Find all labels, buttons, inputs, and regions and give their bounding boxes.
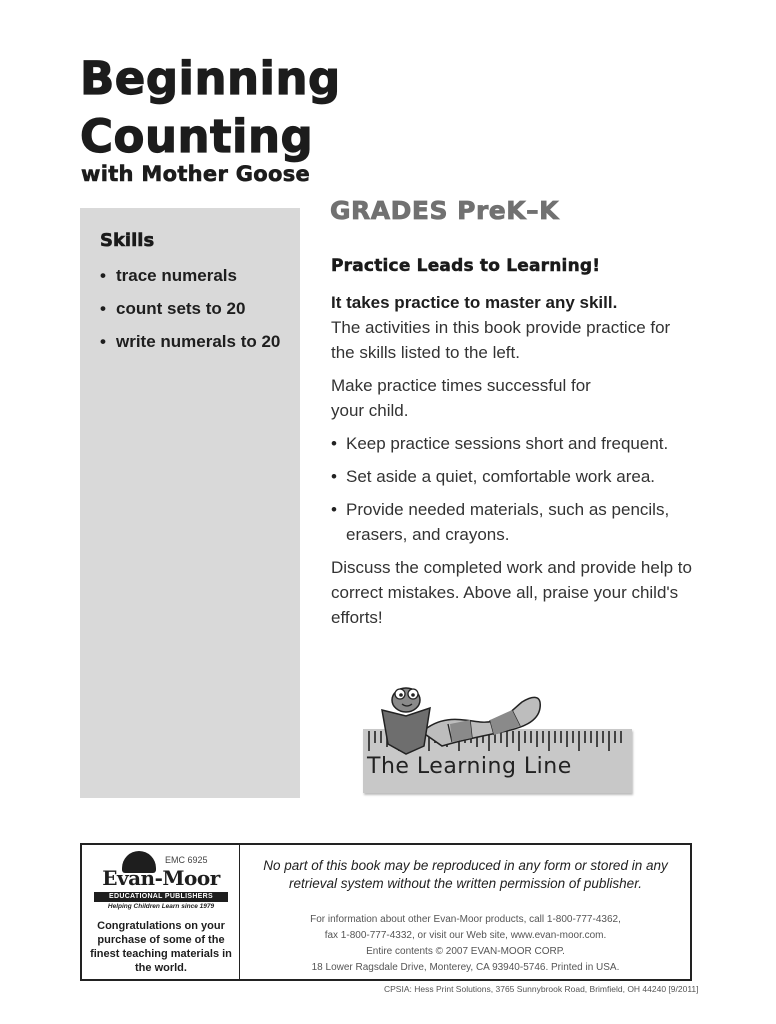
congrats-text: Congratulations on your purchase of some of the finest teaching materials in the world. bbox=[90, 920, 232, 974]
contact-info bbox=[245, 912, 686, 976]
tip-item: • Keep practice sessions short and frequent. bbox=[331, 431, 711, 456]
title-line-2: Counting bbox=[80, 110, 314, 163]
title-line-1: Beginning bbox=[80, 52, 341, 105]
publisher-name: Evan-Moor bbox=[102, 866, 220, 890]
reproduction-notice: No part of this book may be reproduced in any form or stored in any retrieval system without the written permission of publisher. bbox=[263, 858, 668, 891]
skill-item: • count sets to 20 bbox=[100, 297, 290, 321]
info-line: For information about other Evan-Moor products, call 1-800-777-4362, bbox=[310, 914, 621, 925]
publisher-bar: EDUCATIONAL PUBLISHERS bbox=[94, 892, 228, 902]
cpsia-line: CPSIA: Hess Print Solutions, 3765 Sunnybrook Road, Brimfield, OH 44240 [9/2011] bbox=[384, 984, 699, 994]
publisher-logo-cell bbox=[82, 845, 240, 979]
intro-text: The activities in this book provide practice for the skills listed to the left. bbox=[331, 318, 671, 362]
book-subtitle: with Mother Goose bbox=[81, 162, 311, 186]
intro-paragraph bbox=[331, 290, 711, 365]
learning-line-label: The Learning Line bbox=[367, 754, 572, 779]
grade-level: GRADES PreK–K bbox=[330, 196, 560, 225]
publisher-tagline: Helping Children Learn since 1979 bbox=[107, 903, 215, 910]
skills-list bbox=[100, 264, 290, 363]
practice-heading: Practice Leads to Learning! bbox=[331, 256, 601, 276]
copyright-cell bbox=[241, 845, 690, 979]
copyright-line: Entire contents © 2007 EVAN-MOOR CORP. bbox=[366, 946, 565, 957]
skills-panel bbox=[80, 208, 300, 798]
product-code: EMC 6925 bbox=[165, 855, 208, 865]
make-successful-text: Make practice times successful for your child. bbox=[331, 376, 591, 420]
skill-item: • write numerals to 20 bbox=[100, 330, 290, 354]
info-line: fax 1-800-777-4332, or visit our Web site, www.evan-moor.com. bbox=[324, 930, 607, 941]
lead-sentence: It takes practice to master any skill. bbox=[331, 293, 618, 312]
practice-body bbox=[331, 290, 711, 638]
tip-item: • Provide needed materials, such as pencils, erasers, and crayons. bbox=[331, 497, 701, 547]
publisher-footer bbox=[80, 843, 692, 981]
address-line: 18 Lower Ragsdale Drive, Monterey, CA 93940-5746. Printed in USA. bbox=[311, 962, 620, 973]
closing-text: Discuss the completed work and provide help to correct mistakes. Above all, praise your child's efforts! bbox=[331, 558, 692, 627]
bookworm-icon bbox=[362, 680, 634, 755]
skill-item: • trace numerals bbox=[100, 264, 290, 288]
learning-line-logo bbox=[362, 680, 634, 798]
tip-item: • Set aside a quiet, comfortable work area. bbox=[331, 464, 711, 489]
book-title bbox=[80, 50, 341, 166]
skills-title: Skills bbox=[100, 230, 155, 251]
tips-list bbox=[331, 431, 711, 547]
